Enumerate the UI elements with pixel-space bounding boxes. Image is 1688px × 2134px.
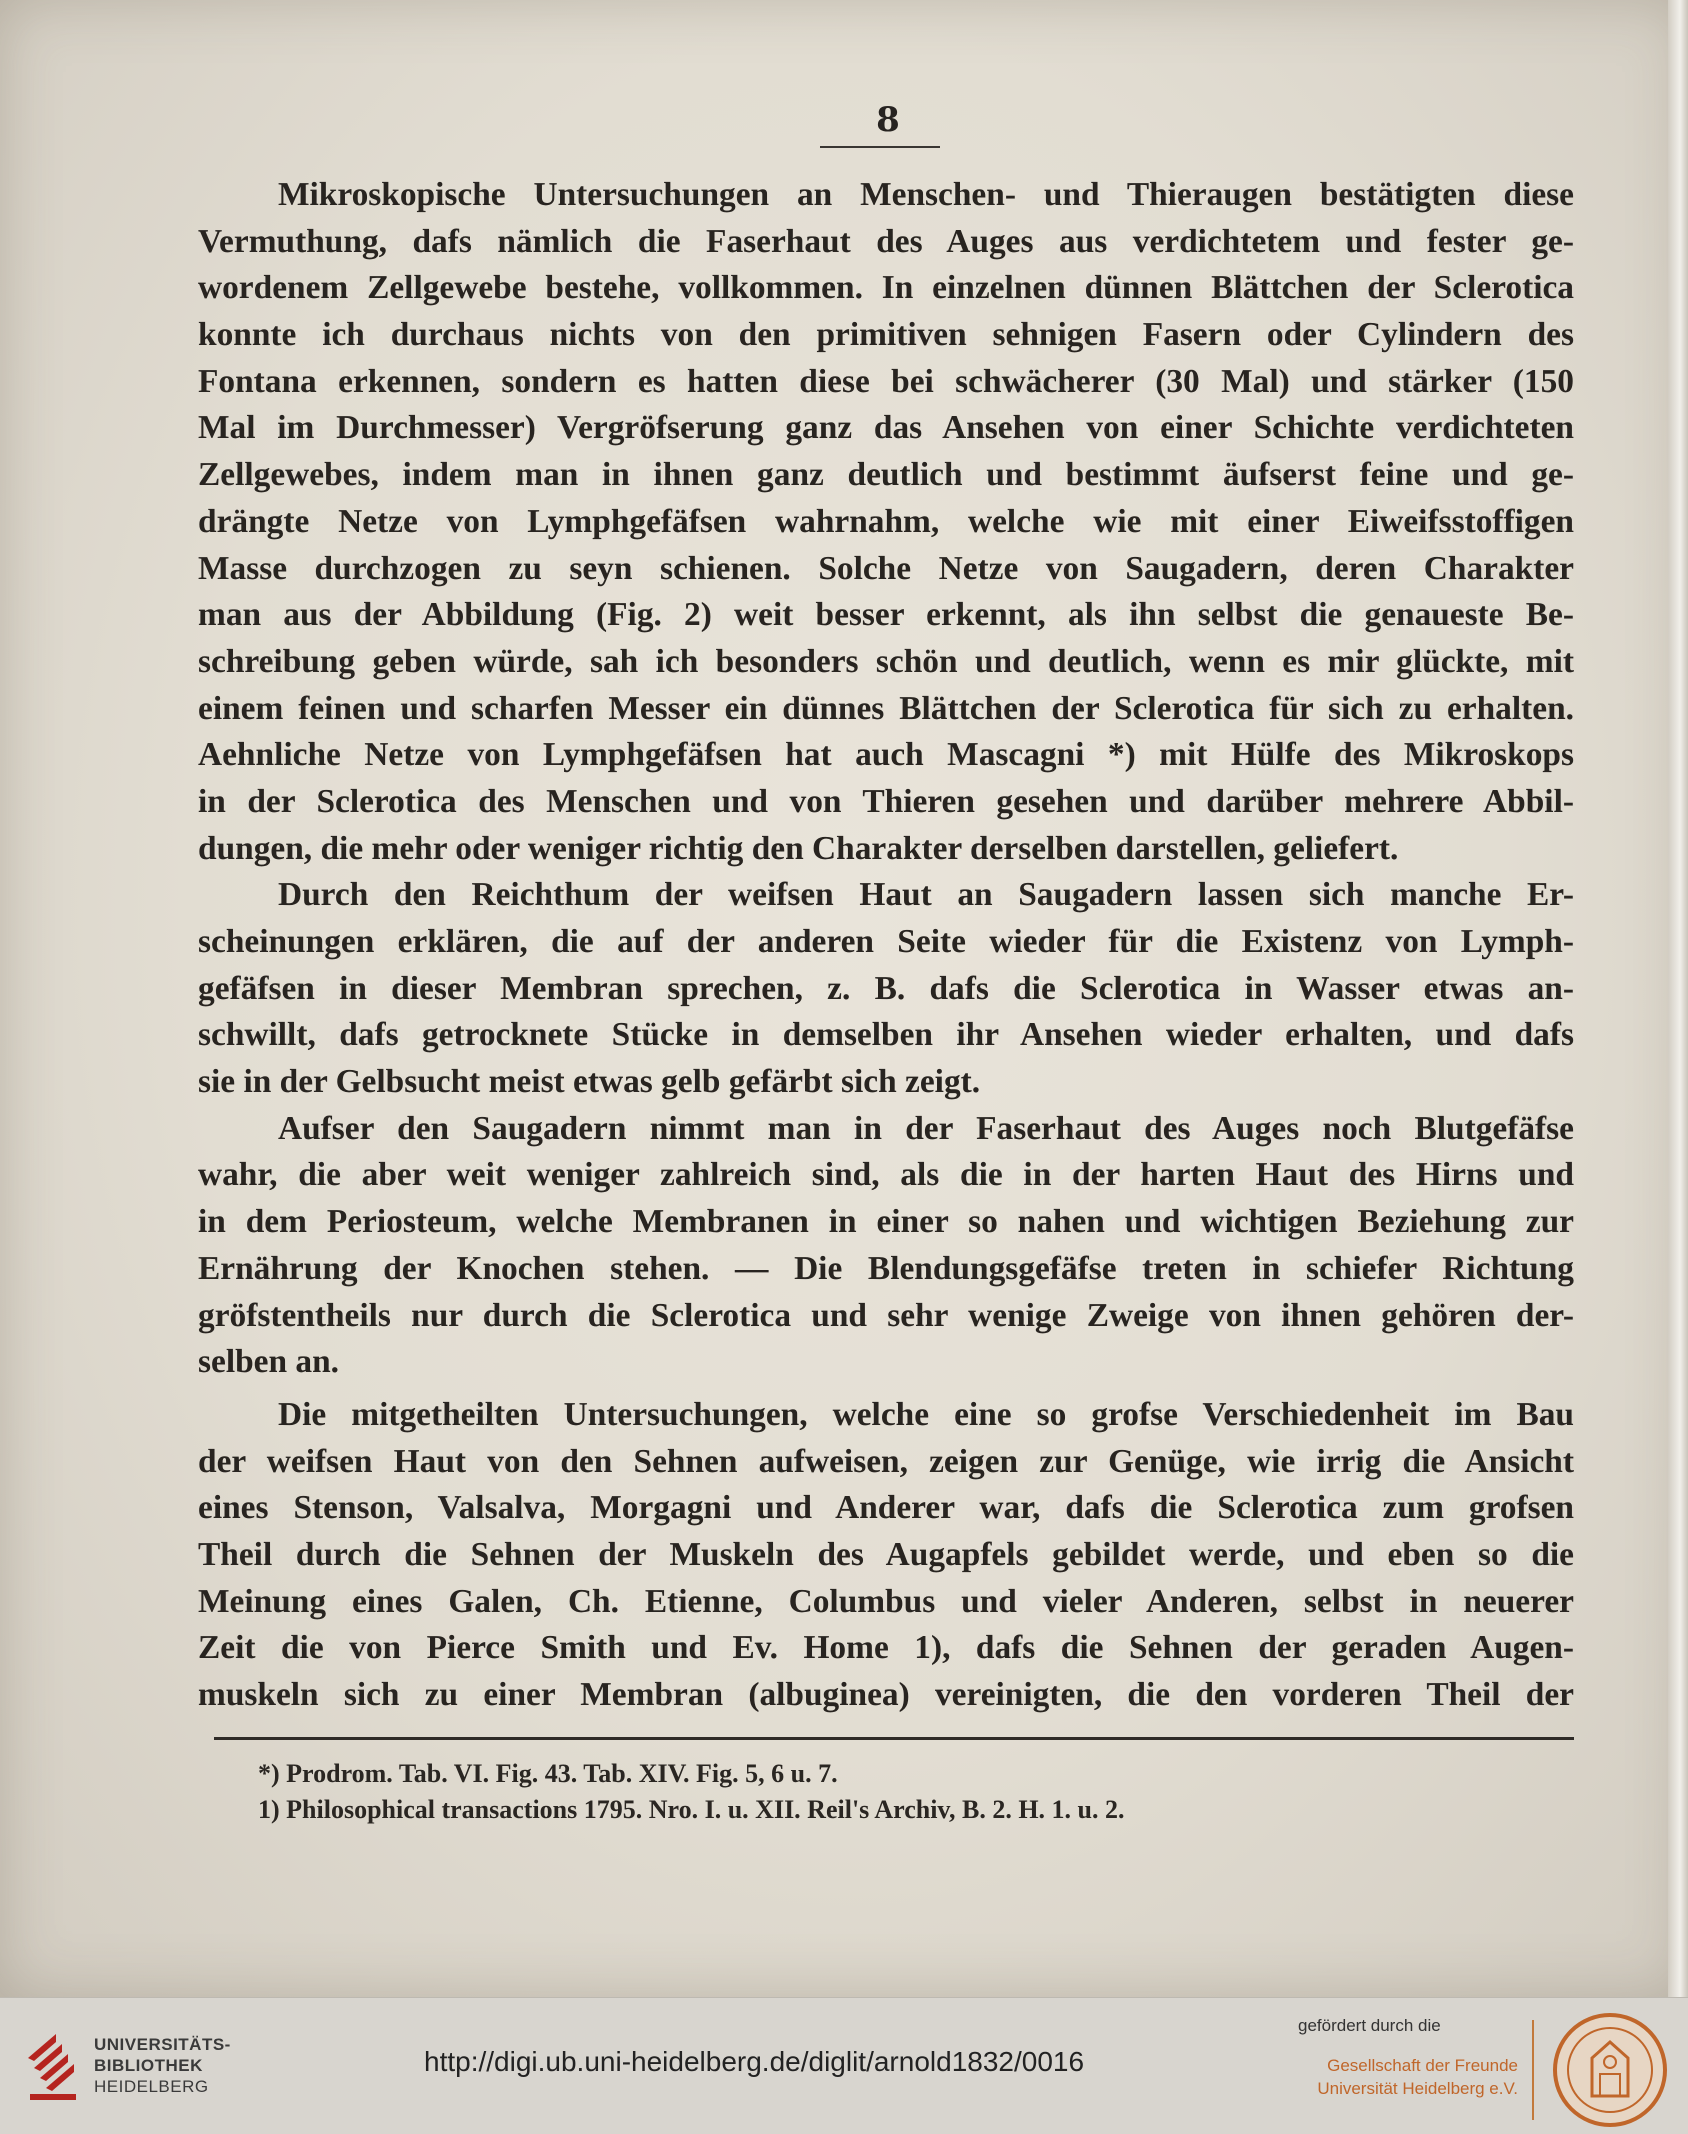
page-number: 8 bbox=[876, 100, 900, 140]
text-line: man aus der Abbildung (Fig. 2) weit besser erkennt, als ihn selbst die genaueste Be- bbox=[198, 596, 1574, 634]
text-line: dungen, die mehr oder weniger richtig den Charakter derselben darstellen, geliefert. bbox=[198, 829, 1399, 867]
text-line: Masse durchzogen zu seyn schienen. Solche Netze von Saugadern, deren Charakter bbox=[198, 549, 1574, 587]
text-line: schreibung geben würde, sah ich besonders schön und deutlich, wenn es mir glückte, mit bbox=[198, 642, 1574, 680]
permalink-url[interactable]: http://digi.ub.uni-heidelberg.de/diglit/arnold1832/0016 bbox=[424, 2046, 1085, 2077]
footnotes bbox=[258, 1756, 1358, 1828]
text-line: Zellgewebes, indem man in ihnen ganz deutlich und bestimmt äufserst feine und ge- bbox=[198, 456, 1574, 494]
library-name-line: UNIVERSITÄTS- bbox=[94, 2035, 231, 2054]
text-line: einem feinen und scharfen Messer ein dünnes Blättchen der Sclerotica für sich zu erhalten. bbox=[198, 689, 1574, 727]
text-line: Durch den Reichthum der weifsen Haut an Saugadern lassen sich manche Er- bbox=[278, 876, 1574, 914]
text-line: wordenem Zellgewebe bestehe, vollkommen. In einzelnen dünnen Blättchen der Sclerotica bbox=[198, 269, 1574, 307]
text-line: Zeit die von Pierce Smith und Ev. Home 1), dafs die Sehnen der geraden Augen- bbox=[198, 1629, 1574, 1667]
text-line: gröfstentheils nur durch die Sclerotica und sehr wenige Zweige von ihnen gehören der- bbox=[198, 1296, 1574, 1334]
sponsor-intro: gefördert durch die bbox=[1298, 2016, 1441, 2035]
text-line: Mikroskopische Untersuchungen an Menschen- und Thieraugen bestätigten diese bbox=[278, 176, 1574, 213]
sponsor-divider bbox=[1532, 2020, 1534, 2120]
text-line: muskeln sich zu einer Membran (albuginea) vereinigten, die den vorderen Theil der bbox=[198, 1676, 1574, 1713]
text-line: selben an. bbox=[198, 1343, 340, 1381]
text-line: schwillt, dafs getrocknete Stücke in demselben ihr Ansehen wieder erhalten, und dafs bbox=[198, 1016, 1574, 1054]
text-line: konnte ich durchaus nichts von den primitiven sehnigen Fasern oder Cylindern des bbox=[198, 316, 1574, 354]
text-line: Fontana erkennen, sondern es hatten diese bei schwächerer (30 Mal) und stärker (150 bbox=[198, 362, 1574, 400]
digitization-footer bbox=[0, 1997, 1688, 2134]
text-line: Die mitgetheilten Untersuchungen, welche eine so grofse Verschiedenheit im Bau bbox=[278, 1395, 1574, 1433]
library-logo-icon[interactable] bbox=[24, 2028, 84, 2106]
text-line: Theil durch die Sehnen der Muskeln des Augapfels gebildet werde, und eben so die bbox=[198, 1535, 1574, 1573]
body-text bbox=[198, 172, 1574, 1719]
footnote: *) Prodrom. Tab. VI. Fig. 43. Tab. XIV. Fig. 5, 6 u. 7. bbox=[258, 1759, 838, 1788]
university-seal-icon bbox=[1552, 2012, 1668, 2128]
text-line: drängte Netze von Lymphgefäfsen wahrnahm, welche wie mit einer Eiweifsstoffigen bbox=[198, 502, 1574, 540]
library-name-line: HEIDELBERG bbox=[94, 2077, 209, 2096]
text-line: Vermuthung, dafs nämlich die Faserhaut des Auges aus verdichtetem und fester ge- bbox=[198, 222, 1574, 260]
text-line: in der Sclerotica des Menschen und von Thieren gesehen und darüber mehrere Abbil- bbox=[198, 782, 1574, 820]
footnote: 1) Philosophical transactions 1795. Nro. I. u. XII. Reil's Archiv, B. 2. H. 1. u. 2. bbox=[258, 1795, 1125, 1824]
text-line: Aufser den Saugadern nimmt man in der Faserhaut des Auges noch Blutgefäfse bbox=[278, 1109, 1574, 1147]
text-line: Aehnliche Netze von Lymphgefäfsen hat auch Mascagni *) mit Hülfe des Mikroskops bbox=[198, 736, 1574, 774]
text-line: Ernährung der Knochen stehen. — Die Blendungsgefäfse treten in schiefer Richtung bbox=[198, 1249, 1574, 1287]
text-line: der weifsen Haut von den Sehnen aufweisen, zeigen zur Genüge, wie irrig die Ansicht bbox=[198, 1442, 1574, 1480]
text-line: in dem Periosteum, welche Membranen in einer so nahen und wichtigen Beziehung zur bbox=[198, 1203, 1574, 1241]
library-name bbox=[94, 2034, 231, 2097]
sponsor-name[interactable] bbox=[1298, 2054, 1518, 2100]
footnote-rule bbox=[214, 1737, 1574, 1740]
sponsor-name-line: Universität Heidelberg e.V. bbox=[1317, 2079, 1518, 2098]
sponsor-name-line: Gesellschaft der Freunde bbox=[1327, 2056, 1518, 2075]
text-line: eines Stenson, Valsalva, Morgagni und Anderer war, dafs die Sclerotica zum grofsen bbox=[198, 1489, 1574, 1527]
library-name-line: BIBLIOTHEK bbox=[94, 2056, 203, 2075]
text-line: scheinungen erklären, die auf der anderen Seite wieder für die Existenz von Lymph- bbox=[198, 923, 1574, 960]
text-line: gefäfsen in dieser Membran sprechen, z. B. dafs die Sclerotica in Wasser etwas an- bbox=[198, 969, 1574, 1007]
page-edge bbox=[1668, 0, 1688, 1997]
text-line: Mal im Durchmesser) Vergröfserung ganz das Ansehen von einer Schichte verdichteten bbox=[198, 409, 1574, 447]
text-line: Meinung eines Galen, Ch. Etienne, Columbus und vieler Anderen, selbst in neuerer bbox=[198, 1582, 1574, 1620]
text-line: sie in der Gelbsucht meist etwas gelb gefärbt sich zeigt. bbox=[198, 1063, 981, 1101]
text-line: wahr, die aber weit weniger zahlreich sind, als die in der harten Haut des Hirns und bbox=[198, 1156, 1574, 1194]
page-number-rule bbox=[820, 146, 940, 148]
